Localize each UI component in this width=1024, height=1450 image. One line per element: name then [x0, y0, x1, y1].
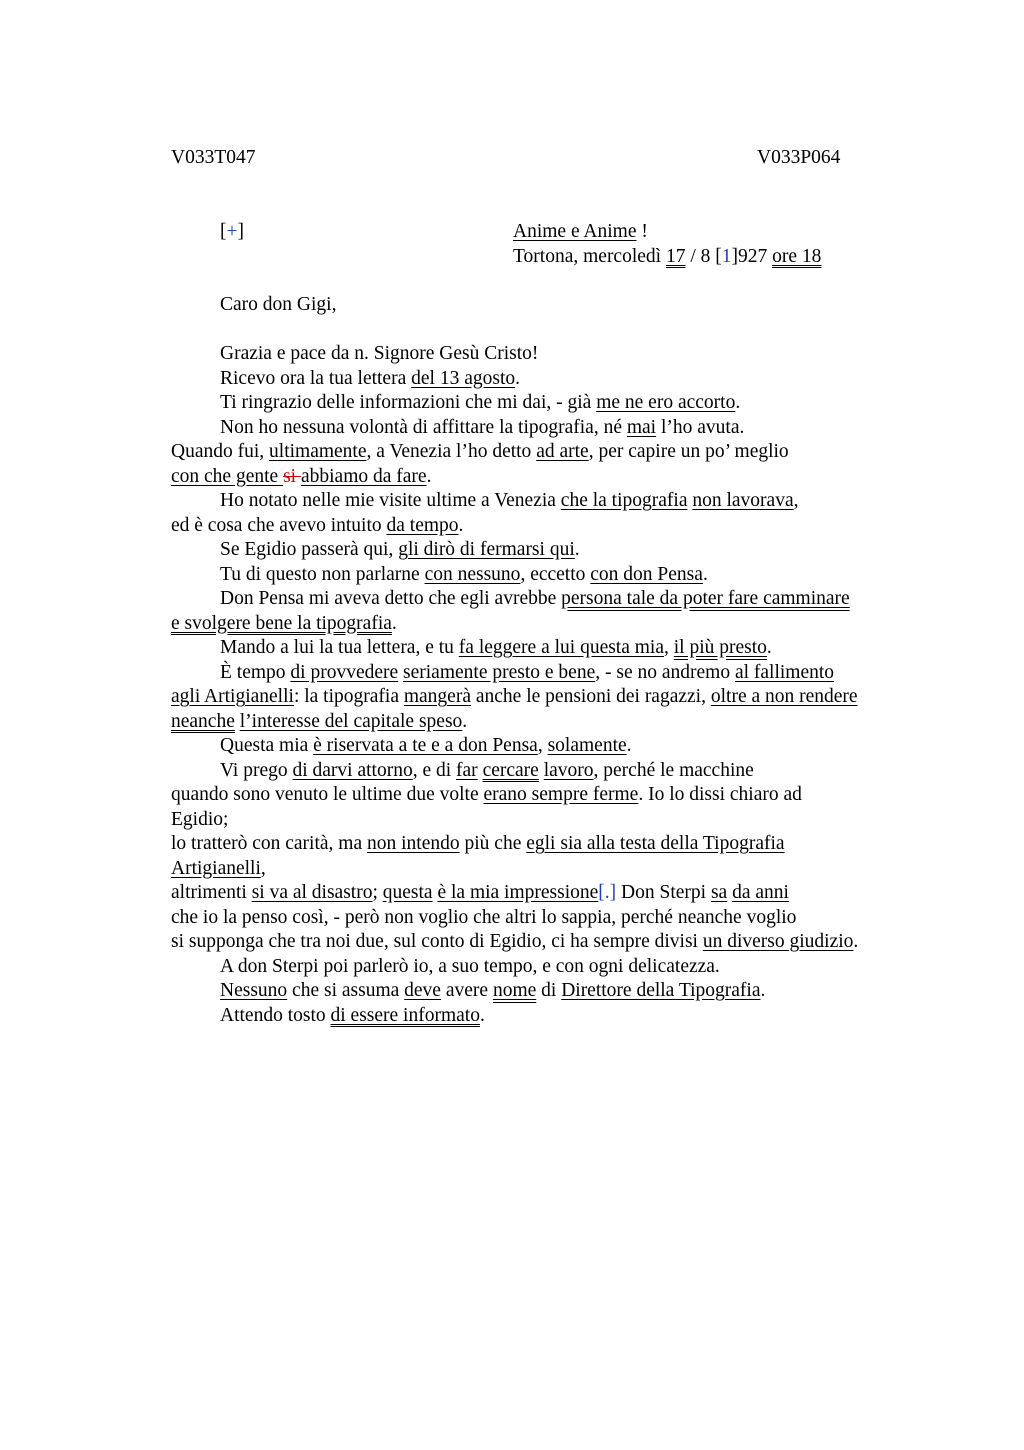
text-line — [171, 979, 911, 1004]
dateline-date-row — [513, 245, 821, 270]
bracket-open: [ — [220, 221, 227, 242]
text-run: quando sono venuto le ultime due volte — [171, 784, 484, 805]
text-run: Egidio; — [171, 808, 229, 830]
text-line — [171, 489, 911, 514]
text-run: A don Sterpi poi parlerò io, a suo tempo, e con ogni delicatezza. — [220, 955, 720, 977]
text-run: : la tipografia — [293, 686, 404, 707]
text-run: più che — [459, 833, 527, 854]
text-run: anche le pensioni dei ragazzi, — [471, 686, 711, 707]
dateline — [513, 220, 821, 269]
text-line — [171, 391, 911, 416]
underlined-text: da tempo — [386, 514, 459, 536]
text-run: . — [626, 735, 632, 756]
text-run: Quando fui, — [171, 441, 270, 462]
underlined-text: è la mia impressione — [437, 882, 599, 903]
text-run: , a Venezia l’ho detto — [366, 441, 537, 462]
underlined-text: al fallimento — [734, 661, 835, 683]
text-line — [171, 857, 911, 882]
underlined-text: è riservata a te e a don Pensa — [313, 735, 538, 756]
date-year-rest: ]927 — [731, 245, 773, 267]
text-line — [171, 514, 911, 539]
text-run: Non ho nessuna volontà di affittare la tipografia, né — [220, 416, 627, 438]
text-run: Se Egidio passerà qui, — [220, 539, 399, 560]
text-line — [171, 342, 911, 367]
text-line — [171, 783, 911, 808]
text-line — [171, 293, 911, 318]
expand-marker[interactable] — [220, 220, 244, 244]
underlined-text: agli Artigianelli — [171, 686, 294, 707]
underlined-text: seriamente presto e bene — [403, 661, 596, 683]
underlined-text: ultimamente — [269, 441, 367, 462]
text-run: Don Sterpi — [616, 882, 711, 903]
underlined-text: da anni — [732, 882, 789, 903]
underlined-text: oltre a non rendere — [710, 686, 858, 707]
text-line — [171, 661, 911, 686]
text-line — [171, 881, 911, 906]
underlined-text: persona tale da poter fare camminare — [561, 588, 850, 609]
text-run: , eccetto — [520, 563, 591, 585]
text-run: . — [391, 612, 397, 634]
underlined-text: e svolgere bene la tipografia — [171, 612, 392, 634]
underlined-text: gli dirò di fermarsi qui — [398, 539, 575, 560]
text-line — [171, 465, 911, 490]
text-run: . — [853, 931, 859, 952]
text-run: Ti ringrazio delle informazioni che mi dai, - già — [220, 392, 597, 413]
underlined-text: di provvedere — [290, 661, 399, 683]
text-run: . — [766, 637, 772, 658]
text-line — [171, 563, 911, 588]
text-run: . — [574, 539, 580, 560]
text-run: . — [515, 367, 520, 389]
underlined-text: sa — [710, 882, 728, 903]
bracket-close: ] — [237, 221, 244, 242]
underlined-text: me ne ero accorto — [596, 392, 736, 413]
text-run: Tu di questo non parlarne — [220, 563, 425, 585]
text-run: È tempo — [220, 661, 291, 683]
text-line — [171, 734, 911, 759]
text-run: Vi prego — [220, 759, 293, 781]
letter-title: Anime e Anime — [513, 221, 637, 242]
letter-title-exclaim: ! — [636, 221, 648, 242]
text-line — [171, 930, 911, 955]
underlined-text: Direttore della Tipografia — [561, 980, 761, 1001]
text-line — [171, 1004, 911, 1029]
text-run: , — [793, 490, 799, 511]
header-code-left: V033T047 — [171, 147, 256, 168]
date-hour: ore 18 — [772, 245, 822, 267]
text-line — [171, 538, 911, 563]
text-line — [171, 440, 911, 465]
text-run: . — [760, 980, 766, 1001]
text-line — [171, 587, 911, 612]
date-sep: / 8 [ — [685, 245, 722, 267]
text-run: Attendo tosto — [220, 1004, 331, 1026]
text-run: altrimenti — [171, 882, 252, 903]
text-run: Grazia e pace da n. Signore Gesù Cristo! — [220, 343, 539, 364]
underlined-text: mangerà — [403, 686, 471, 707]
text-line — [171, 367, 911, 392]
text-run: . — [735, 392, 741, 413]
text-run: . — [426, 465, 432, 487]
text-run: . — [458, 514, 464, 536]
underlined-text: di darvi attorno — [292, 759, 413, 781]
text-run: avere — [440, 980, 493, 1001]
text-run: l’ho avuta. — [656, 416, 745, 438]
text-run: , per capire un po’ meglio — [588, 441, 789, 462]
underlined-text: il più presto — [673, 637, 767, 658]
text-run: [.] — [598, 882, 617, 903]
text-run: di — [536, 980, 562, 1001]
text-run: Ho notato nelle mie visite ultime a Venezia — [220, 490, 561, 511]
date-year-correction: 1 — [721, 245, 732, 267]
text-run: . Io lo dissi chiaro ad — [638, 784, 802, 805]
underlined-text: di essere informato — [330, 1004, 480, 1026]
underlined-text: Nessuno — [220, 980, 288, 1001]
text-run: , — [664, 637, 674, 658]
text-run: , - se no andremo — [595, 661, 735, 683]
text-run: . — [479, 1004, 485, 1026]
text-line — [171, 636, 911, 661]
text-run: Questa mia — [220, 735, 314, 756]
text-run: , e di — [412, 759, 457, 781]
text-run: Don Pensa mi aveva detto che egli avrebbe — [220, 588, 562, 609]
underlined-text: l’interesse del capitale speso — [239, 710, 463, 732]
text-line — [171, 808, 911, 833]
text-line — [171, 685, 911, 710]
underlined-text: non lavorava — [692, 490, 794, 511]
paragraph-spacer — [171, 318, 911, 343]
underlined-text: che la tipografia — [560, 490, 688, 511]
underlined-text: lavoro — [543, 759, 594, 781]
underlined-text: questa — [382, 882, 433, 903]
text-run: lo tratterò con carità, ma — [171, 833, 367, 854]
underlined-text: si va al disastro — [251, 882, 373, 903]
underlined-text: del 13 agosto — [411, 367, 516, 389]
text-line — [171, 416, 911, 441]
text-run: ed è cosa che avevo intuito — [171, 514, 387, 536]
date-day: 17 — [665, 245, 686, 267]
text-run: che io la penso così, - però non voglio che altri lo sappia, perché neanche voglio — [171, 906, 797, 928]
text-run: , perché le macchine — [593, 759, 754, 781]
underlined-text: con don Pensa — [590, 563, 703, 585]
text-run: si supponga che tra noi due, sul conto di Egidio, ci ha sempre divisi — [171, 931, 703, 952]
text-line — [171, 612, 911, 637]
underlined-text: Artigianelli — [171, 857, 261, 879]
underlined-text: con che gente — [171, 465, 284, 487]
header-code-right: V033P064 — [757, 147, 841, 168]
text-run: Ricevo ora la tua lettera — [220, 367, 412, 389]
date-place: Tortona, mercoledì — [513, 245, 666, 267]
underlined-text: non intendo — [367, 833, 460, 854]
underlined-text: un diverso giudizio — [702, 931, 854, 952]
underlined-text: far — [456, 759, 478, 781]
plus-icon[interactable]: + — [226, 221, 238, 242]
text-run: che si assuma — [287, 980, 405, 1001]
underlined-text: solamente — [547, 735, 627, 756]
underlined-text: ad arte — [536, 441, 589, 462]
text-line — [171, 759, 911, 784]
text-line — [171, 955, 911, 980]
underlined-text: mai — [626, 416, 657, 438]
underlined-text: egli sia alla testa della Tipografia — [526, 833, 785, 854]
text-run: Mando a lui la tua lettera, e tu — [220, 637, 459, 658]
text-run: , — [260, 857, 266, 879]
underlined-text: cercare — [482, 759, 539, 781]
deleted-text: si — [283, 465, 301, 487]
underlined-text: erano sempre ferme — [483, 784, 639, 805]
underlined-text: con nessuno — [424, 563, 521, 585]
underlined-text: abbiamo da fare — [300, 465, 427, 487]
text-run: . — [462, 710, 468, 732]
dateline-title-row — [513, 220, 821, 245]
underlined-text: deve — [404, 980, 441, 1001]
text-run: ; — [372, 882, 383, 903]
underlined-text: nome — [492, 980, 537, 1001]
text-run: . — [702, 563, 708, 585]
text-run: , — [537, 735, 548, 756]
underlined-text: neanche — [171, 710, 235, 732]
text-line — [171, 906, 911, 931]
text-line — [171, 710, 911, 735]
underlined-text: fa leggere a lui questa mia — [458, 637, 664, 658]
letter-body — [171, 293, 911, 1028]
text-line — [171, 832, 911, 857]
text-run: Caro don Gigi, — [220, 294, 337, 315]
